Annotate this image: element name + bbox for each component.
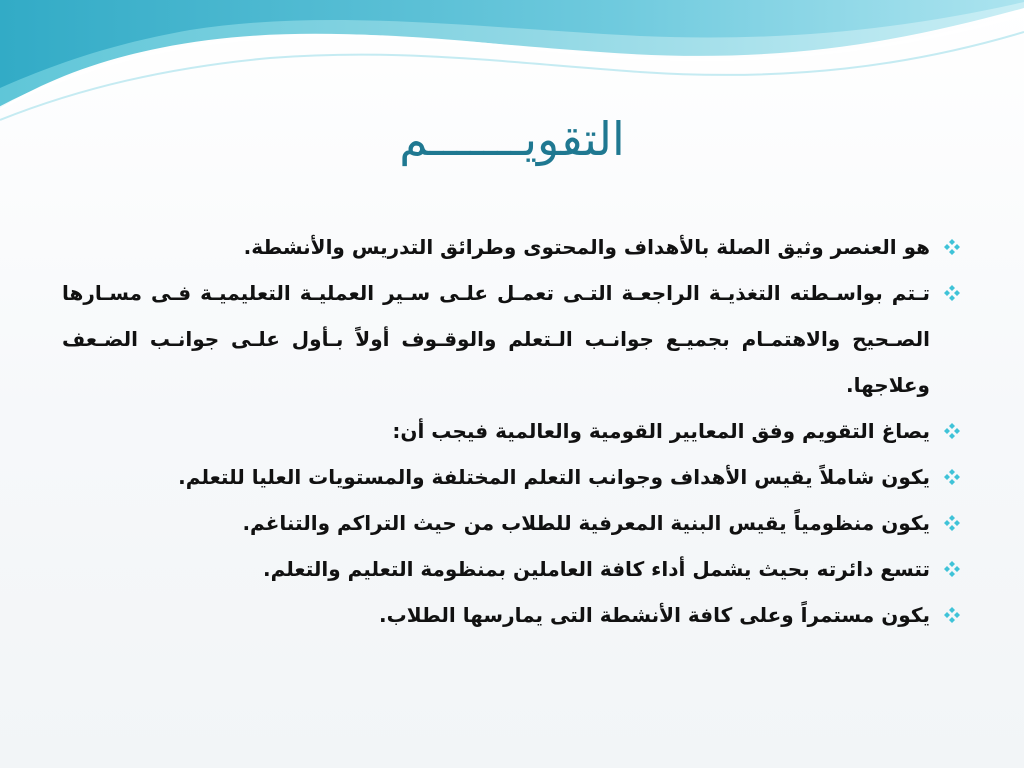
four-diamond-bullet-icon <box>942 421 962 441</box>
four-diamond-bullet-icon <box>942 467 962 487</box>
four-diamond-bullet-icon <box>942 559 962 579</box>
four-diamond-bullet-icon <box>942 513 962 533</box>
slide-title: التقويـــــــم <box>399 112 625 166</box>
bullet-text: يصاغ التقويم وفق المعايير القومية والعالمية فيجب أن: <box>392 419 930 443</box>
bullet-text: يكون شاملاً يقيس الأهداف وجوانب التعلم المختلفة والمستويات العليا للتعلم. <box>178 465 930 489</box>
bullet-item <box>62 592 962 638</box>
bullet-text: يكون منظومياً يقيس البنية المعرفية للطلاب من حيث التراكم والتناغم. <box>242 511 930 535</box>
bullet-item <box>62 454 962 500</box>
bullet-text: يكون مستمراً وعلى كافة الأنشطة التى يمارسها الطلاب. <box>379 603 930 627</box>
bullet-item <box>62 270 962 408</box>
bullet-text: تـتم بواسـطته التغذيـة الراجعـة التـى تعمـل علـى سـير العمليـة التعليميـة فـى مسـارها الصـحيح والاهتمـام بجميـع جوانـب الـتعلم والوقـوف أولاً بـأول علـى جوانـب الضـعف وعلاجها. <box>62 281 930 397</box>
four-diamond-bullet-icon <box>942 283 962 303</box>
bullet-item <box>62 546 962 592</box>
bullet-item <box>62 500 962 546</box>
bullet-list <box>62 224 962 638</box>
bullet-item <box>62 224 962 270</box>
four-diamond-bullet-icon <box>942 605 962 625</box>
bullet-text: هو العنصر وثيق الصلة بالأهداف والمحتوى وطرائق التدريس والأنشطة. <box>243 235 930 259</box>
bullet-text: تتسع دائرته بحيث يشمل أداء كافة العاملين بمنظومة التعليم والتعلم. <box>262 557 930 581</box>
four-diamond-bullet-icon <box>942 237 962 257</box>
bullet-item <box>62 408 962 454</box>
